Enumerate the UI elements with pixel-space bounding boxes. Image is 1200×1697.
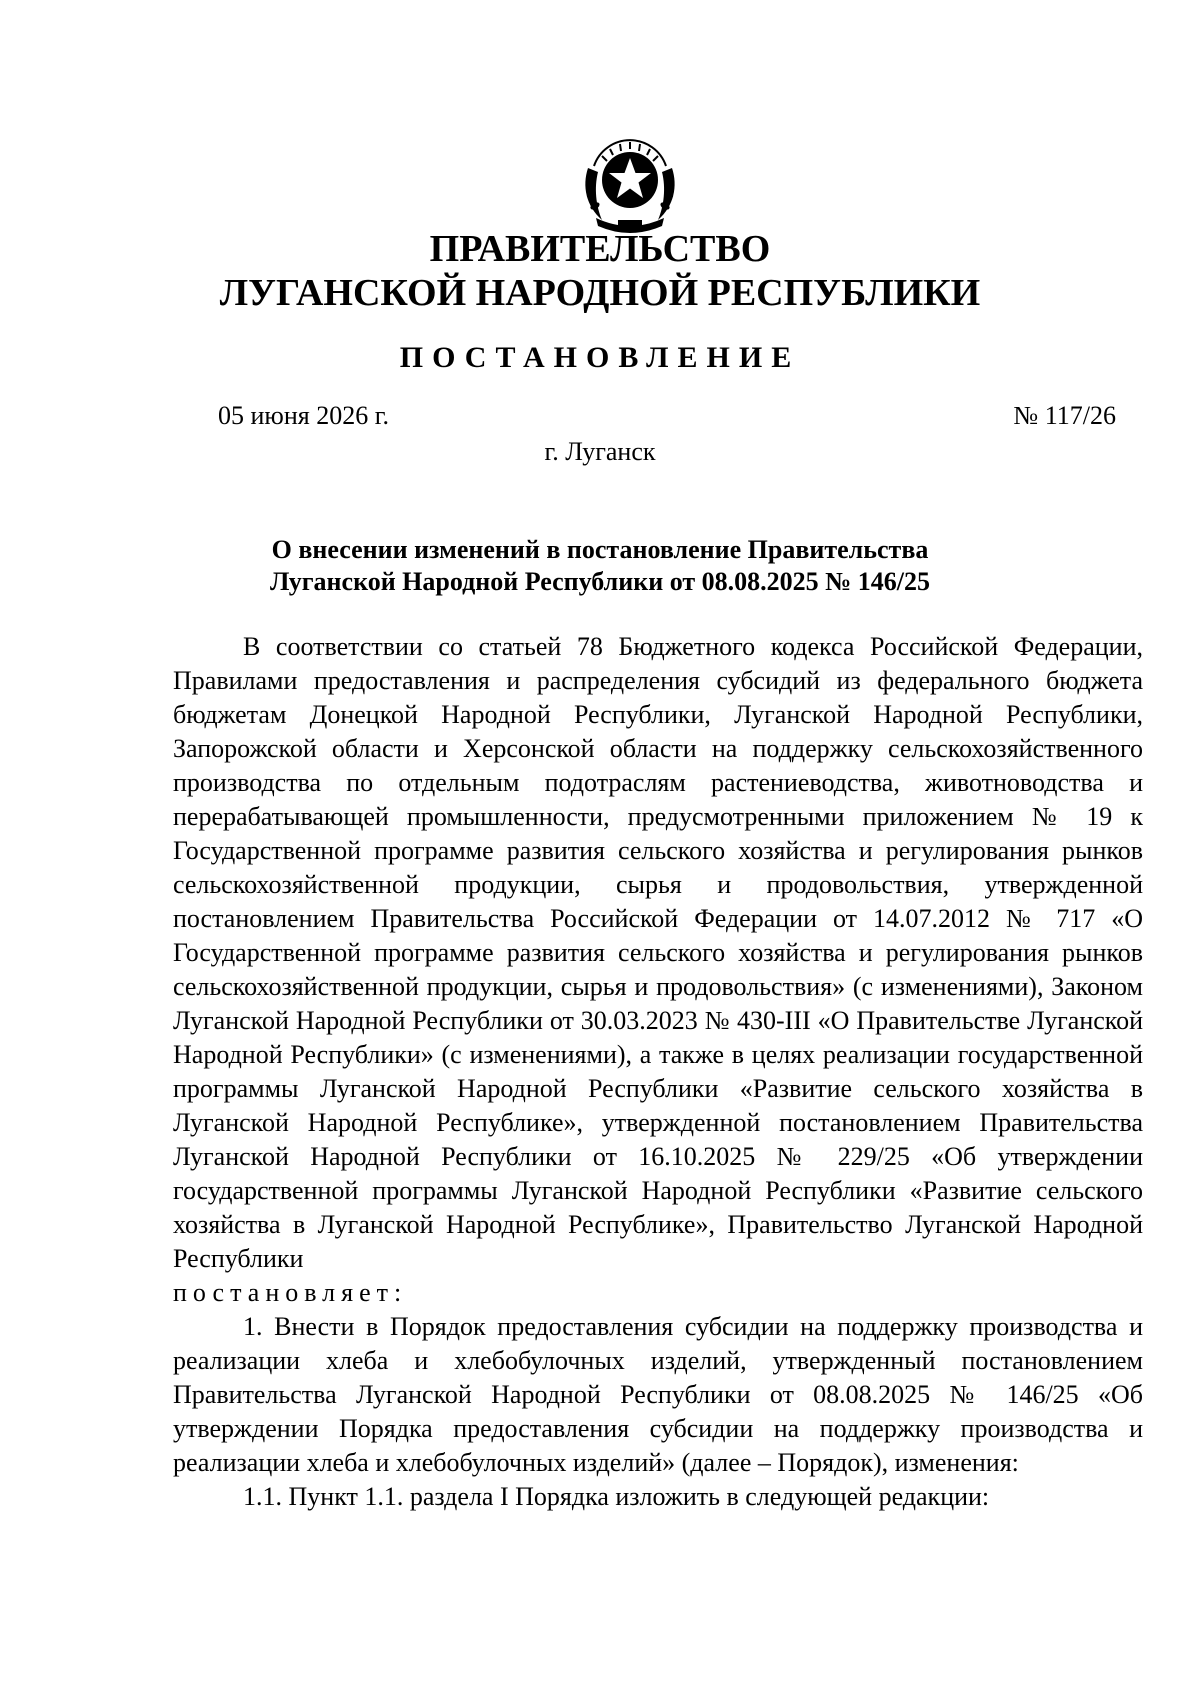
document-number: № 117/26: [1013, 401, 1116, 430]
subject-line2: Луганской Народной Республики от 08.08.2025 № 146/25: [270, 567, 930, 596]
document-type: ПОСТАНОВЛЕНИЕ: [399, 341, 801, 374]
preamble-text: В соответствии со статьей 78 Бюджетного кодекса Российской Федерации, Правилами предоставления и распределения субсидий из федерального бюджета бюджетам Донецкой Народной Республики, Луганской Народной Республики, Запорожской области и Херсонской области на поддержку сельскохозяйственного производства по отдельным подотраслям растениеводства, животноводства и перерабатывающей промышленности, предусмотренными приложением № 19 к Государственной программе развития сельского хозяйства и регулирования рынков сельскохозяйственной продукции, сырья и продовольствия, утвержденной постановлением Правительства Российской Федерации от 14.07.2012 № 717 «О Государственной программе развития сельского хозяйства и регулирования рынков сельскохозяйственной продукции, сырья и продовольствия» (с изменениями), Законом Луганской Народной Республики от 30.03.2023 № 430-III «О Правительстве Луганской Народной Республики» (с изменениями), а также в целях реализации государственной программы Луганской Народной Республики «Развитие сельского хозяйства в Луганской Народной Республике», утвержденной постановлением Правительства Луганской Народной Республики от 16.10.2025 № 229/25 «Об утверждении государственной программы Луганской Народной Республики «Развитие сельского хозяйства в Луганской Народной Республике», Правительство Луганской Народной Республики: [173, 632, 1143, 1273]
item-1-1-paragraph: [173, 1480, 1143, 1514]
item-1-paragraph: [173, 1310, 1143, 1480]
document-city: г. Луганск: [544, 437, 656, 466]
decree-word: [173, 1276, 1143, 1310]
government-title-line1: ПРАВИТЕЛЬСТВО: [429, 228, 771, 270]
preamble-paragraph: [173, 630, 1143, 1276]
document-date: 05 июня 2026 г.: [218, 401, 389, 430]
document-body: [173, 630, 1143, 1514]
coat-of-arms-emblem: [574, 122, 686, 234]
item-1-text: 1. Внести в Порядок предоставления субсидии на поддержку производства и реализации хлеба и хлебобулочных изделий, утвержденный постановлением Правительства Луганской Народной Республики от 08.08.2025 № 146/25 «Об утверждении Порядка предоставления субсидии на поддержку производства и реализации хлеба и хлебобулочных изделий» (далее – Порядок), изменения:: [173, 1312, 1143, 1477]
subject-line1: О внесении изменений в постановление Правительства: [271, 535, 929, 564]
government-title-line2: ЛУГАНСКОЙ НАРОДНОЙ РЕСПУБЛИКИ: [219, 272, 981, 314]
item-1-1-text: 1.1. Пункт 1.1. раздела I Порядка изложить в следующей редакции:: [243, 1482, 990, 1511]
decree-word-text: постановляет:: [173, 1278, 408, 1307]
